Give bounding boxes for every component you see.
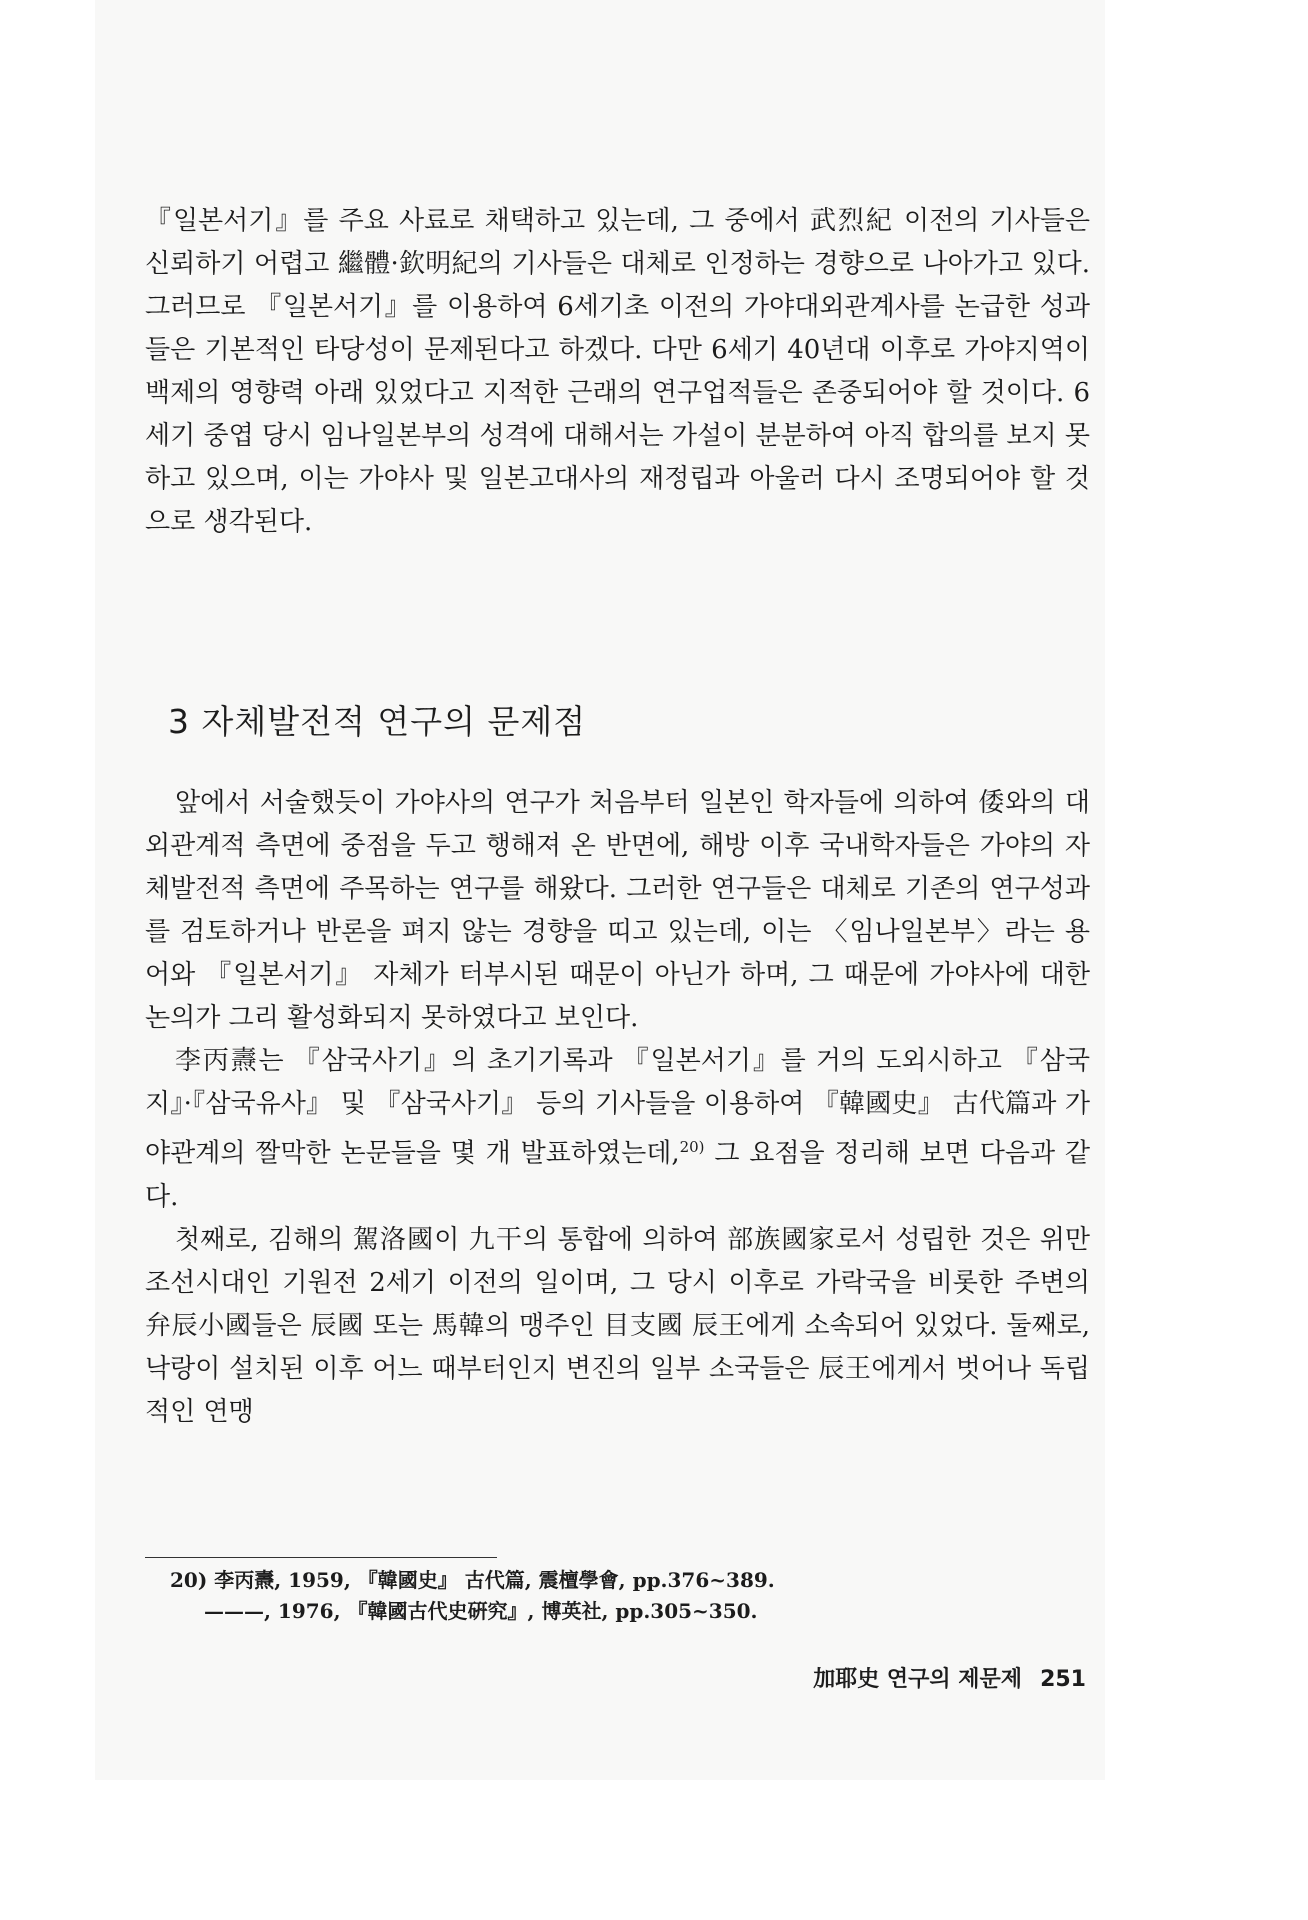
section-paragraph-3: 첫째로, 김해의 駕洛國이 九干의 통합에 의하여 部族國家로서 성립한 것은 위만조선시대인 기원전 2세기 이전의 일이며, 그 당시 이후로 가락국을 비롯한 주변의 弁辰小國들은 辰國 또는 馬韓의 맹주인 目支國 辰王에게 소속되어 있었다. 둘째로, 낙랑이 설치된 이후 어느 때부터인지 변진의 일부 소국들은 辰王에게서 벗어나 독립적인 연맹 [145,1224,1090,1427]
footer-title: 加耶史 연구의 제문제 [813,1667,1023,1692]
section-paragraph-2-text: 李丙燾는 『삼국사기』의 초기기록과 『일본서기』를 거의 도외시하고 『삼국지』·『삼국유사』 및 『삼국사기』 등의 기사들을 이용하여 『韓國史』 古代篇과 가야관계의 짤막한 논문들을 몇 개 발표하였는데, [145,1046,1090,1169]
section-paragraph-1: 앞에서 서술했듯이 가야사의 연구가 처음부터 일본인 학자들에 의하여 倭와의 대외관계적 측면에 중점을 두고 행해져 온 반면에, 해방 이후 국내학자들은 가야의 자체발전적 측면에 주목하는 연구를 해왔다. 그러한 연구들은 대체로 기존의 연구성과를 검토하거나 반론을 펴지 않는 경향을 띠고 있는데, 이는 〈임나일본부〉라는 용어와 『일본서기』 자체가 터부시된 때문이 아닌가 하며, 그 때문에 가야사에 대한 논의가 그리 활성화되지 못하였다고 보인다. [145,788,1090,1033]
footnote-20-continued: ———, 1976, 『韓國古代史硏究』, 博英社, pp.305~350. [204,1599,758,1623]
footnote-reference: 20) [679,1138,705,1156]
footnote-20: 20) 李丙燾, 1959, 『韓國史』 古代篇, 震檀學會, pp.376~389. [170,1568,775,1592]
intro-text [145,200,1090,544]
section-paragraph-2 [145,1040,1090,1219]
page-number: 251 [1040,1667,1086,1692]
footnote-divider [145,1557,497,1558]
footnotes [170,1565,775,1627]
running-footer [813,1662,1086,1693]
section-body [145,782,1090,1434]
section-paragraph-2-tail: 그 요점을 정리해 보면 다음과 같다. [145,1138,1090,1212]
intro-paragraph: 『일본서기』를 주요 사료로 채택하고 있는데, 그 중에서 武烈紀 이전의 기사들은 신뢰하기 어렵고 繼體·欽明紀의 기사들은 대체로 인정하는 경향으로 나아가고 있다. 그러므로 『일본서기』를 이용하여 6세기초 이전의 가야대외관계사를 논급한 성과들은 기본적인 타당성이 문제된다고 하겠다. 다만 6세기 40년대 이후로 가야지역이 백제의 영향력 아래 있었다고 지적한 근래의 연구업적들은 존중되어야 할 것이다. 6세기 중엽 당시 임나일본부의 성격에 대해서는 가설이 분분하여 아직 합의를 보지 못하고 있으며, 이는 가야사 및 일본고대사의 재정립과 아울러 다시 조명되어야 할 것으로 생각된다. [145,206,1090,537]
section-heading: 3 자체발전적 연구의 문제점 [168,702,587,741]
